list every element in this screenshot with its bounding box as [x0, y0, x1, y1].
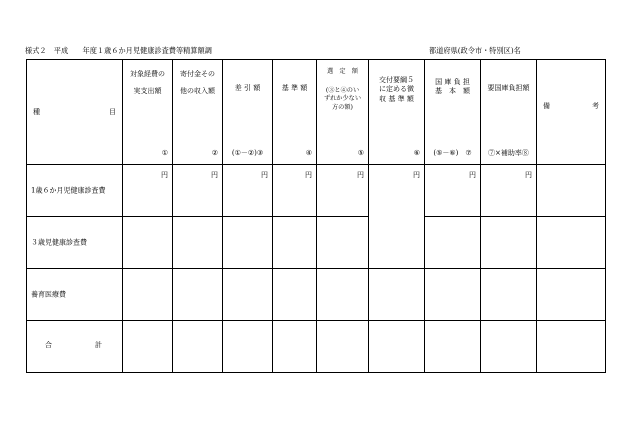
cell-input[interactable]: [481, 269, 537, 321]
header-national-basic: [425, 60, 481, 165]
remarks-char2: 考: [592, 102, 599, 110]
form-title: 様式２ 平成 年度１歳６か月児健康診査費等精算額調: [25, 46, 212, 55]
total-label-cell: [27, 321, 123, 373]
cell-input[interactable]: [425, 217, 481, 269]
yen-unit: 円: [413, 171, 420, 179]
cell-input[interactable]: [173, 269, 223, 321]
cell-input[interactable]: [425, 165, 481, 217]
header-selected-amount: [317, 60, 369, 165]
cell-input[interactable]: [481, 321, 537, 373]
donation-line2: 他の収入額: [180, 87, 215, 96]
cell-input[interactable]: [273, 165, 317, 217]
header-item-cell: [27, 60, 123, 165]
item-header-char1: 種: [33, 108, 40, 116]
cell-input[interactable]: [173, 217, 223, 269]
donation-num: ②: [211, 148, 218, 157]
selected-line2: (③と④のい: [325, 86, 360, 94]
difference-num: (①－②)③: [231, 148, 264, 157]
cell-input[interactable]: [273, 269, 317, 321]
standard-line1: 基 準 額: [281, 84, 308, 92]
cell-input[interactable]: [481, 165, 537, 217]
total-char2: 計: [95, 341, 102, 349]
yen-unit: 円: [161, 171, 168, 179]
cell-input[interactable]: [173, 321, 223, 373]
header-remarks: [537, 60, 606, 165]
cell-input[interactable]: [223, 217, 273, 269]
cell-input[interactable]: [369, 321, 425, 373]
national-basic-line1: 国 庫 負 担: [435, 78, 470, 86]
national-basic-line2: 基 本 額: [435, 87, 470, 96]
cell-input[interactable]: [317, 269, 369, 321]
row-label-cell: [27, 165, 123, 217]
yen-unit: 円: [211, 171, 218, 179]
cell-input[interactable]: [223, 321, 273, 373]
cell-input[interactable]: [317, 321, 369, 373]
header-donation-income: [173, 60, 223, 165]
remarks-char1: 備: [543, 102, 550, 110]
cell-input-merged[interactable]: [369, 165, 425, 269]
cell-input[interactable]: [425, 269, 481, 321]
row-label-3year: ３歳児健康診査費: [31, 237, 87, 246]
row-label-18month: 1歳６か月児健康診査費: [31, 185, 106, 194]
cell-input[interactable]: [123, 269, 173, 321]
cell-input[interactable]: [123, 165, 173, 217]
national-basic-num: (⑤－⑥) ⑦: [433, 148, 472, 157]
cell-remarks[interactable]: [537, 165, 606, 217]
cell-remarks[interactable]: [537, 321, 606, 373]
yen-unit: 円: [305, 171, 312, 179]
actual-expense-line2: 実支出額: [133, 87, 162, 96]
total-char1: 合: [45, 341, 52, 349]
yen-unit: 円: [261, 171, 268, 179]
cell-input[interactable]: [123, 321, 173, 373]
item-header-char2: 目: [109, 108, 116, 116]
cell-input[interactable]: [425, 321, 481, 373]
selected-num: ⑤: [357, 148, 364, 157]
collection-line1: 交付要綱５: [379, 76, 414, 84]
actual-expense-num: ①: [161, 148, 168, 157]
difference-line1: 差 引 額: [234, 84, 261, 92]
cell-input[interactable]: [317, 217, 369, 269]
cell-input[interactable]: [481, 217, 537, 269]
cell-input[interactable]: [273, 217, 317, 269]
cell-input[interactable]: [369, 269, 425, 321]
selected-line3: ずれか少ない: [323, 95, 362, 103]
selected-line4: 方の額): [332, 104, 353, 112]
row-label-cell: [27, 269, 123, 321]
cell-input[interactable]: [173, 165, 223, 217]
standard-num: ④: [305, 148, 312, 157]
header-difference: [223, 60, 273, 165]
cell-remarks[interactable]: [537, 269, 606, 321]
header-required-national: [481, 60, 537, 165]
cell-input[interactable]: [317, 165, 369, 217]
selected-line1: 選 定 額: [327, 68, 358, 75]
row-label-medical: 養育医療費: [31, 289, 66, 298]
actual-expense-line1: 対象経費の: [130, 70, 165, 78]
collection-num: ⑥: [413, 148, 420, 157]
yen-unit: 円: [357, 171, 364, 179]
cell-input[interactable]: [223, 165, 273, 217]
yen-unit: 円: [469, 171, 476, 179]
cell-input[interactable]: [223, 269, 273, 321]
collection-line2: に定める徴: [379, 85, 414, 94]
settlement-table: [26, 59, 606, 373]
cell-remarks[interactable]: [537, 217, 606, 269]
header-actual-expense: [123, 60, 173, 165]
required-national-num: ⑦×補助率⑧: [488, 148, 529, 157]
prefecture-name-label: 都道府県(政令市・特別区)名: [429, 46, 521, 55]
yen-unit: 円: [525, 171, 532, 179]
collection-line3: 収 基 準 額: [379, 94, 414, 103]
header-collection-standard: [369, 60, 425, 165]
cell-input[interactable]: [123, 217, 173, 269]
cell-input[interactable]: [273, 321, 317, 373]
header-standard-amount: [273, 60, 317, 165]
required-national-line1: 要国庫負担額: [487, 84, 530, 92]
row-label-cell: [27, 217, 123, 269]
donation-line1: 寄付金その: [180, 70, 215, 78]
